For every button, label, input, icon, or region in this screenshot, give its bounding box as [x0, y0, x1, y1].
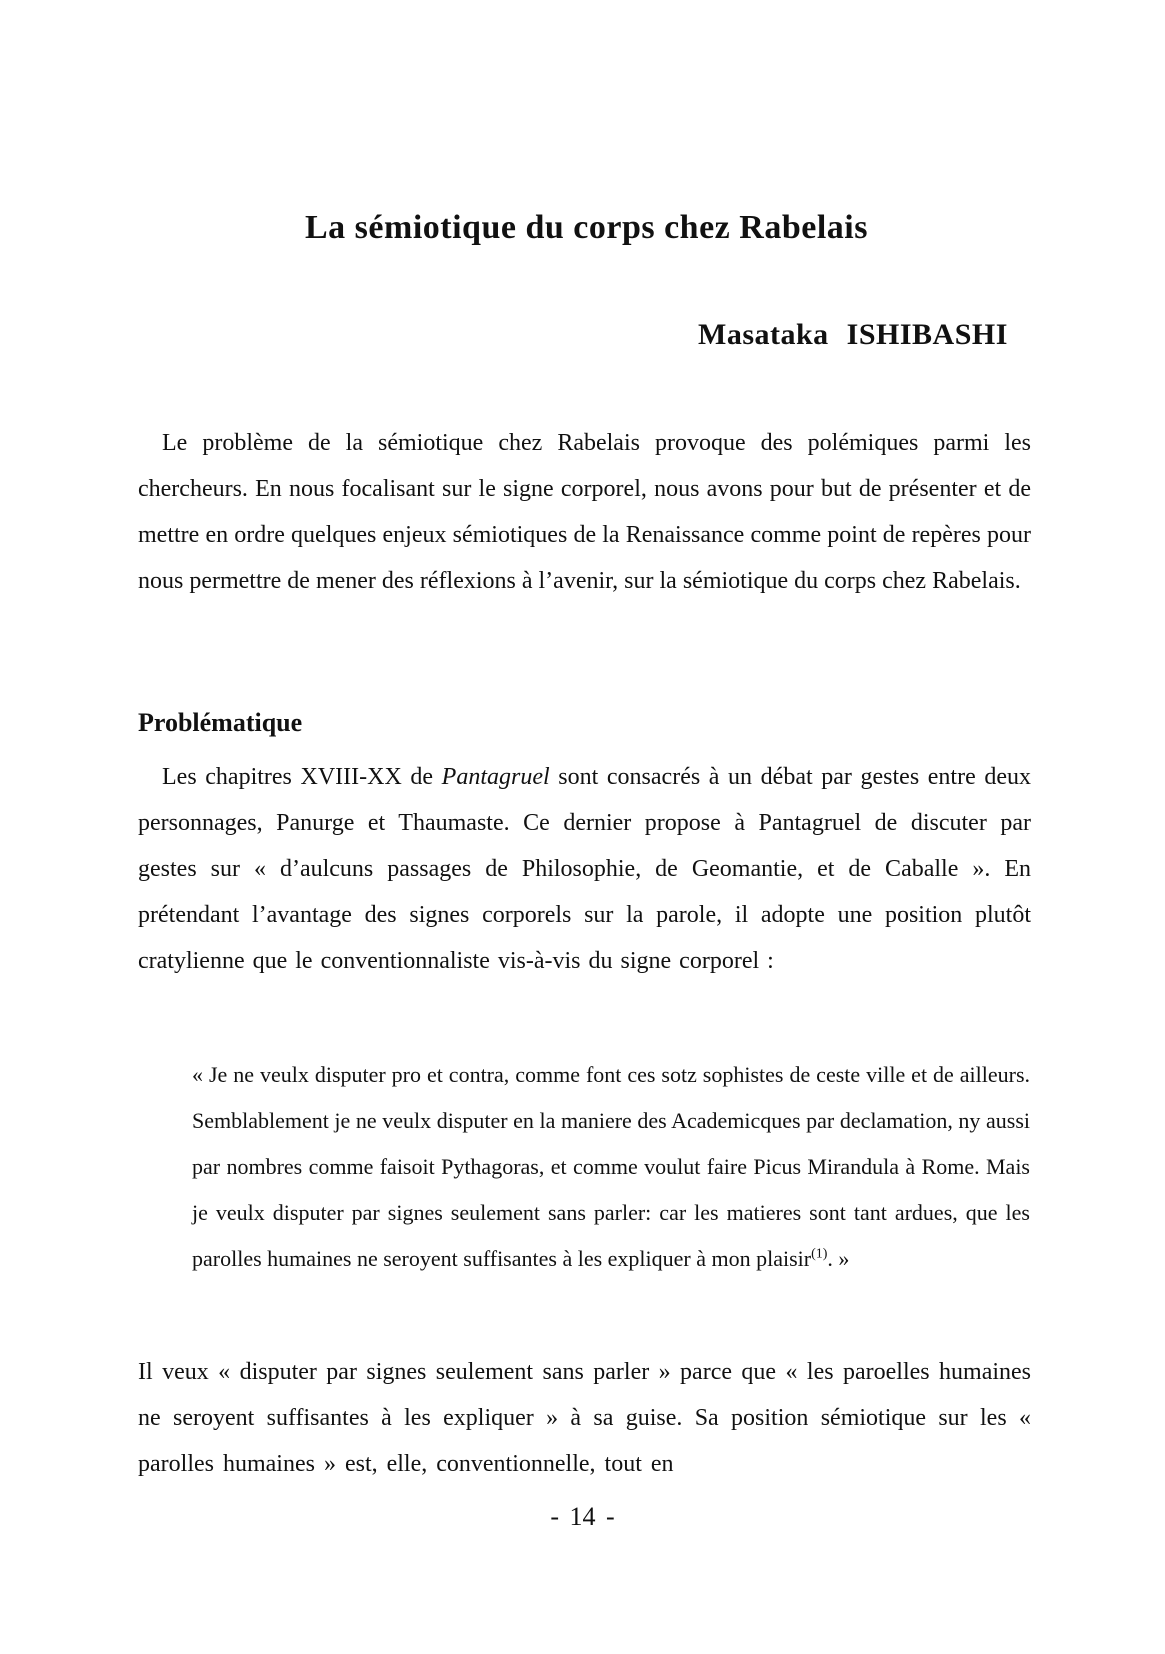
- page-number: - 14 -: [550, 1502, 615, 1531]
- author-name: Masataka ISHIBASHI: [698, 318, 1008, 351]
- intro-paragraph: Le problème de la sémiotique chez Rabelais provoque des polémiques parmi les chercheurs. En nous focalisant sur le signe corporel, nous avons pour but de présenter et de mettre en ordre quelques enjeux sémiotiques de la Renaissance comme point de repères pour nous permettre de mener des réflexions à l’avenir, sur la sémiotique du corps chez Rabelais.: [138, 430, 1031, 594]
- quote-text-end: . »: [827, 1246, 850, 1271]
- quote-text: « Je ne veulx disputer pro et contra, comme font ces sotz sophistes de ceste ville et de ailleurs. Semblablement je ne veulx disputer en la maniere des Academicques par declamation, ny aussi par nombres comme faisoit Pythagoras, et comme voulut faire Picus Mirandula à Rome. Mais je veulx disputer par signes seulement sans parler: car les matieres sont tant ardues, que les parolles humaines ne seroyent suffisantes à les expliquer à mon plaisir: [192, 1062, 1030, 1271]
- body-paragraph-end: sont consacrés à un débat par gestes entre deux personnages, Panurge et Thaumaste. Ce dernier propose à Pantagruel de discuter par gestes sur « d’aulcuns passages de Philosophie, de Geomantie, et de Caballe ». En prétendant l’avantage des signes corporels sur la parole, il adopte une position plutôt cratylienne que le conventionnaliste vis-à-vis du signe corporel :: [138, 764, 1031, 974]
- section-heading: Problématique: [138, 707, 303, 737]
- page-title: La sémiotique du corps chez Rabelais: [305, 208, 868, 246]
- footnote-marker: (1): [811, 1246, 828, 1262]
- body-paragraph: [138, 754, 1031, 984]
- book-title-italic: Pantagruel: [441, 764, 550, 790]
- body-paragraph-start: Les chapitres XVIII-XX de: [162, 764, 442, 790]
- block-quote: [192, 1052, 1030, 1282]
- closing-paragraph: Il veux « disputer par signes seulement sans parler » parce que « les paroelles humaines ne seroyent suffisantes à les expliquer » à sa guise. Sa position sémiotique sur les « parolles humaines » est, elle, conventionnelle, tout en: [138, 1359, 1031, 1477]
